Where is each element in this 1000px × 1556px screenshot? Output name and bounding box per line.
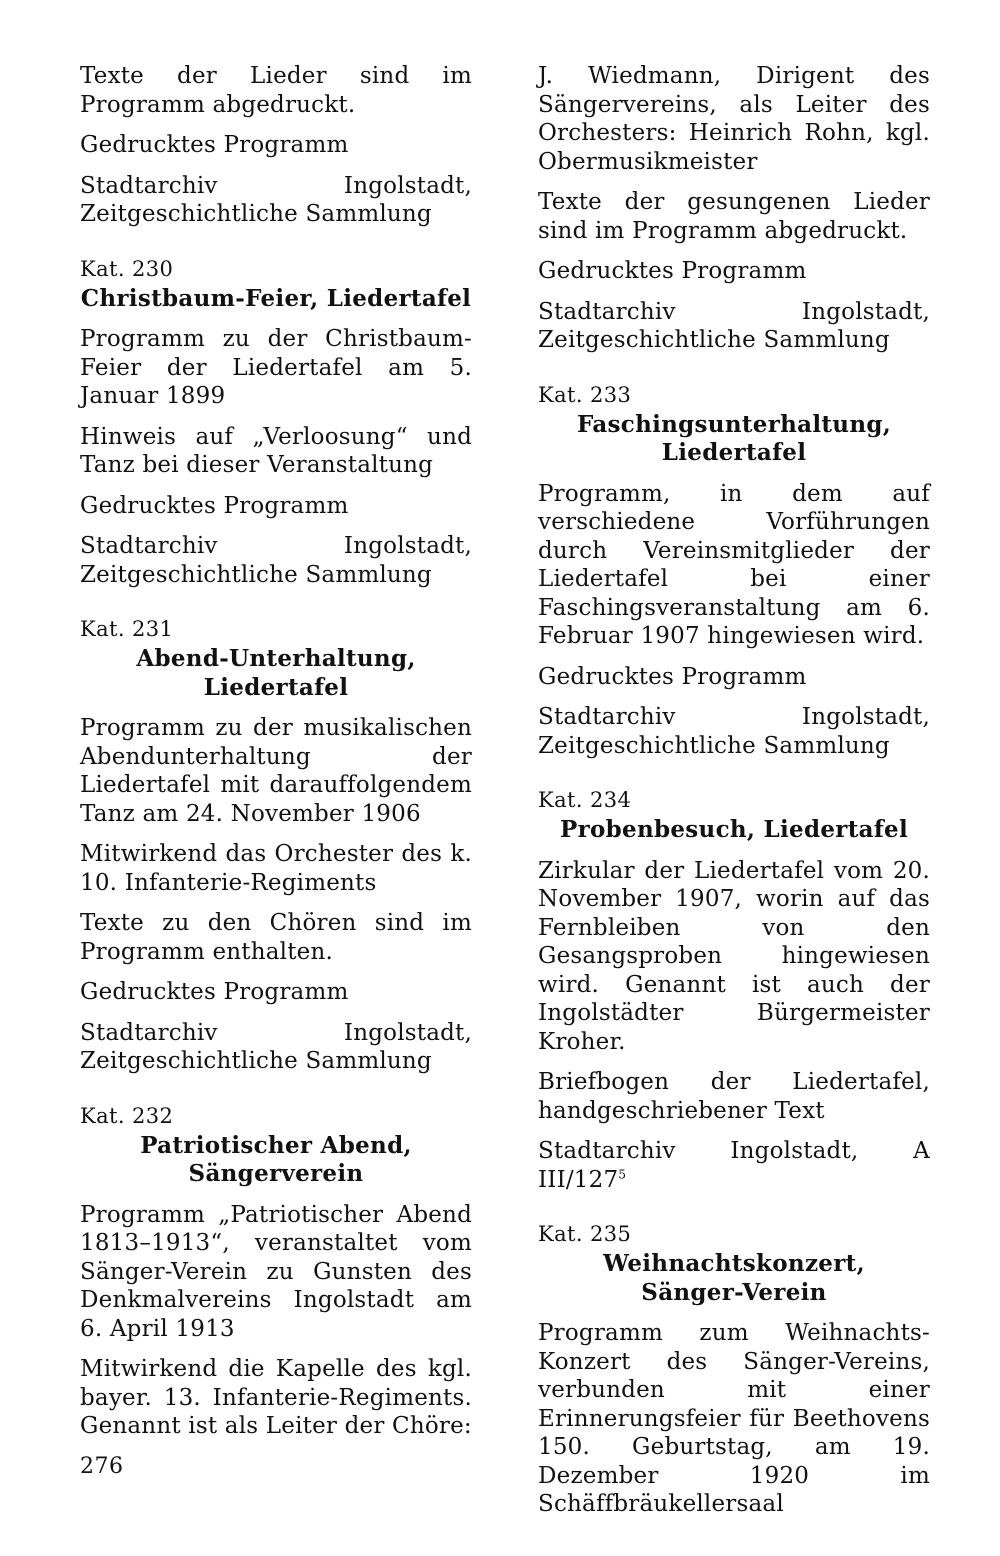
document-type: Gedrucktes Programm	[538, 258, 807, 284]
catalog-entry-231	[80, 615, 472, 1076]
entry-title-line-2: Sängerverein	[188, 1160, 364, 1187]
entry-description: Programm zum Weihnachts-Konzert des Sänger-Vereins, verbunden mit einer Erinnerungsfeier für Beethovens 150. Geburtstag, am 19. Dezember 1920 im Schäffbräukellersaal	[538, 1320, 930, 1517]
entry-title: Christbaum-Feier, Liedertafel	[80, 284, 472, 312]
catalog-entry-230	[80, 255, 472, 590]
document-type: Gedrucktes Programm	[80, 132, 349, 158]
catalog-number: Kat. 231	[80, 617, 174, 641]
archive-source: Stadtarchiv Ingolstadt, Zeitgeschichtliche Sammlung	[80, 533, 472, 588]
archive-source: Stadtarchiv Ingolstadt, Zeitgeschichtliche Sammlung	[538, 704, 930, 759]
entry-description: Programm zu der Christbaum-Feier der Liedertafel am 5. Januar 1899	[80, 326, 472, 409]
catalog-entry-235	[538, 1220, 930, 1519]
entry-title-line-2: Liedertafel	[661, 439, 807, 466]
entry-note: Hinweis auf „Verloosung“ und Tanz bei dieser Veranstaltung	[80, 423, 472, 478]
entry-description: Programm zu der musikalischen Abendunterhaltung der Liedertafel mit darauffolgendem Tanz am 24. November 1906	[80, 715, 472, 827]
entry-note: Texte zu den Chören sind im Programm enthalten.	[80, 910, 472, 965]
catalog-entry-233	[538, 381, 930, 761]
document-type: Gedrucktes Programm	[80, 979, 349, 1005]
entry-title: Probenbesuch, Liedertafel	[560, 816, 908, 843]
catalog-entry-232	[80, 1102, 472, 1441]
catalog-entry-234	[538, 786, 930, 1194]
entry-note: Mitwirkend die Kapelle des kgl. bayer. 13. Infanterie-Regiments. Genannt ist als Leiter der Chöre:	[80, 1356, 472, 1439]
left-column	[80, 62, 472, 1453]
entry-note: Texte der gesungenen Lieder sind im Programm abgedruckt.	[538, 189, 930, 244]
continued-paragraph: Texte der Lieder sind im Programm abgedruckt.	[80, 63, 472, 118]
archive-source	[538, 1137, 930, 1194]
document-type: Gedrucktes Programm	[80, 492, 349, 519]
entry-note: Mitwirkend das Orchester des k. 10. Infanterie-Regiments	[80, 841, 472, 896]
page-number: 276	[80, 1454, 124, 1479]
entry-description: Zirkular der Liedertafel vom 20. November 1907, worin auf das Fernbleiben von den Gesangsproben hingewiesen wird. Genannt ist auch der Ingolstädter Bürgermeister Kroher.	[538, 857, 930, 1055]
continued-paragraph: J. Wiedmann, Dirigent des Sängervereins, als Leiter des Orchesters: Heinrich Rohn, kgl. Obermusikmeister	[538, 63, 930, 175]
entry-description: Programm „Patriotischer Abend 1813–1913“, veranstaltet vom Sänger-Verein zu Gunsten des Denkmalvereins Ingolstadt am 6. April 1913	[80, 1201, 472, 1342]
entry-description: Programm, in dem auf verschiedene Vorführungen durch Vereinsmitglieder der Liedertafel bei einer Faschingsveranstaltung am 6. Februar 1907 hingewiesen wird.	[538, 480, 930, 649]
entry-title: Abend-Unterhaltung, Liedertafel	[136, 645, 416, 701]
entry-title-line-1: Weihnachtskonzert,	[603, 1250, 865, 1277]
document-type: Briefbogen der Liedertafel, handgeschriebener Text	[538, 1069, 930, 1124]
catalog-number: Kat. 234	[538, 788, 632, 812]
entry-title-line-1: Faschingsunterhaltung,	[576, 410, 892, 438]
entry-title-line-2: Sänger-Verein	[641, 1278, 827, 1306]
catalog-number: Kat. 233	[538, 382, 632, 407]
archive-source: Stadtarchiv Ingolstadt, Zeitgeschichtliche Sammlung	[538, 298, 930, 353]
catalog-number: Kat. 232	[80, 1103, 174, 1128]
catalog-number: Kat. 235	[538, 1222, 632, 1246]
document-type: Gedrucktes Programm	[538, 663, 807, 690]
footnote-marker: 5	[618, 1166, 627, 1181]
archive-source: Stadtarchiv Ingolstadt, Zeitgeschichtliche Sammlung	[80, 1019, 472, 1074]
archive-source: Stadtarchiv Ingolstadt, Zeitgeschichtliche Sammlung	[80, 172, 472, 227]
entry-title	[80, 1132, 472, 1189]
entry-title-line-1: Patriotischer Abend,	[140, 1131, 412, 1159]
right-column	[538, 62, 930, 1531]
entry-title	[538, 1250, 930, 1307]
entry-title	[538, 411, 930, 468]
archive-reference: Stadtarchiv Ingolstadt, A III/127	[538, 1138, 930, 1193]
catalog-number: Kat. 230	[80, 256, 174, 281]
